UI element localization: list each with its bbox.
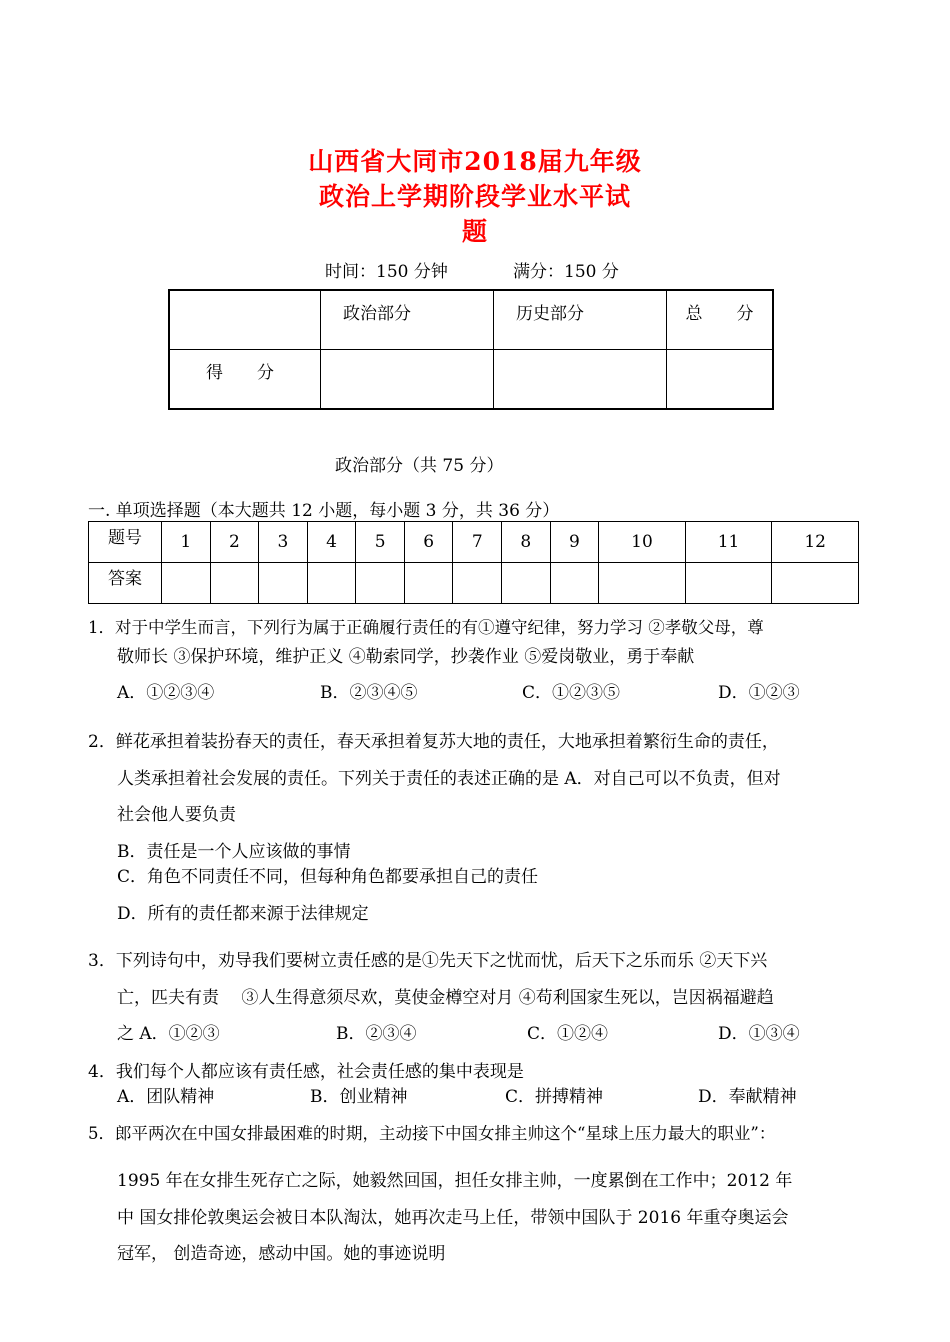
answer-table-answer-row: [89, 563, 859, 604]
answer-cell[interactable]: [772, 563, 859, 604]
answer-cell[interactable]: [502, 563, 551, 604]
answer-cell[interactable]: [259, 563, 308, 604]
q1-stem-line-2: 敬师长 ③保护环境，维护正义 ④勒索同学，抄袭作业 ⑤爱岗敬业，勇于奉献: [117, 647, 695, 667]
q2-option-d: D．所有的责任都来源于法律规定: [117, 904, 369, 924]
score-table-score-row: [169, 350, 773, 410]
question-number: 4: [307, 522, 356, 563]
score-table-header-politics: 政治部分: [321, 290, 494, 350]
q1-stem-line-1: 1．对于中学生而言，下列行为属于正确履行责任的有①遵守纪律，努力学习 ②孝敬父母，尊: [88, 618, 764, 637]
answer-table: [88, 521, 859, 604]
q5-stem-line-3: 中 国女排伦敦奥运会被日本队淘汰，她再次走马上任，带领中国队于 2016 年重夺奥运会: [117, 1208, 789, 1228]
score-table-header-history: 历史部分: [494, 290, 667, 350]
title-line-3: 题: [461, 217, 488, 246]
answer-cell[interactable]: [162, 563, 211, 604]
q1-option-d: D．①②③: [718, 683, 800, 703]
question-number: 2: [210, 522, 259, 563]
q2-option-c: C．角色不同责任不同，但每种角色都要承担自己的责任: [117, 867, 539, 887]
question-number: 12: [772, 522, 859, 563]
q2-stem-line-3: 社会他人要负责: [117, 805, 236, 825]
exam-time: 时间：150 分钟: [325, 262, 448, 282]
answer-cell[interactable]: [685, 563, 772, 604]
question-number: 5: [356, 522, 405, 563]
q4-option-a: A．团队精神: [117, 1087, 215, 1107]
score-table: [168, 289, 774, 410]
question-number: 7: [453, 522, 502, 563]
answer-cell[interactable]: [404, 563, 453, 604]
q3-option-d: D．①③④: [718, 1024, 800, 1044]
answer-table-number-label: 题号: [89, 522, 162, 563]
answer-cell[interactable]: [356, 563, 405, 604]
q3-stem-line-1: 3．下列诗句中，劝导我们要树立责任感的是①先天下之忧而忧，后天下之乐而乐 ②天下兴: [88, 951, 768, 971]
score-table-header-row: [169, 290, 773, 350]
score-cell-politics[interactable]: [321, 350, 494, 410]
question-number: 8: [502, 522, 551, 563]
q2-stem-line-1: 2．鲜花承担着装扮春天的责任，春天承担着复苏大地的责任，大地承担着繁衍生命的责任，: [88, 732, 779, 752]
q5-stem-line-2: 1995 年在女排生死存亡之际，她毅然回国，担任女排主帅，一度累倒在工作中；2012 年: [117, 1171, 793, 1191]
q4-option-b: B．创业精神: [310, 1087, 408, 1107]
title-line-1: 山西省大同市2018届九年级: [308, 147, 642, 176]
part1-heading: 一. 单项选择题（本大题共 12 小题，每小题 3 分，共 36 分）: [88, 501, 560, 521]
q1-option-a: A．①②③④: [117, 683, 215, 703]
q5-stem-line-1: 5．郎平两次在中国女排最困难的时期，主动接下中国女排主帅这个“星球上压力最大的职业”：: [88, 1124, 776, 1143]
q2-stem-line-2: 人类承担着社会发展的责任。下列关于责任的表述正确的是 A．对自己可以不负责，但对: [117, 769, 781, 789]
question-number: 1: [162, 522, 211, 563]
answer-table-number-row: [89, 522, 859, 563]
score-table-header-blank: [169, 290, 321, 350]
question-number: 6: [404, 522, 453, 563]
score-cell-history[interactable]: [494, 350, 667, 410]
answer-table-answer-label: 答案: [89, 563, 162, 604]
question-number: 11: [685, 522, 772, 563]
score-cell-total[interactable]: [667, 350, 774, 410]
q4-stem-line-1: 4．我们每个人都应该有责任感，社会责任感的集中表现是: [88, 1062, 524, 1082]
answer-cell[interactable]: [599, 563, 686, 604]
q4-option-c: C．拼搏精神: [505, 1087, 604, 1107]
q1-option-c: C．①②③⑤: [522, 683, 621, 703]
question-number: 9: [550, 522, 599, 563]
q3-stem-line-3: 之 A．①②③: [117, 1024, 220, 1044]
exam-full-score: 满分：150 分: [513, 262, 619, 282]
answer-cell[interactable]: [453, 563, 502, 604]
q3-stem-line-2: 亡，匹夫有责 ③人生得意须尽欢，莫使金樽空对月 ④苟利国家生死以，岂因祸福避趋: [117, 988, 774, 1008]
q4-option-d: D．奉献精神: [698, 1087, 797, 1107]
q5-stem-line-4: 冠军， 创造奇迹，感动中国。她的事迹说明: [117, 1244, 446, 1264]
section-title: 政治部分（共 75 分）: [335, 456, 504, 476]
answer-cell[interactable]: [210, 563, 259, 604]
q2-option-b: B．责任是一个人应该做的事情: [117, 842, 351, 862]
question-number: 10: [599, 522, 686, 563]
question-number: 3: [259, 522, 308, 563]
score-table-row-label: 得 分: [169, 350, 321, 410]
answer-cell[interactable]: [550, 563, 599, 604]
answer-cell[interactable]: [307, 563, 356, 604]
q1-option-b: B．②③④⑤: [320, 683, 418, 703]
title-line-2: 政治上学期阶段学业水平试: [318, 182, 631, 211]
q3-option-c: C．①②④: [527, 1024, 609, 1044]
q3-option-b: B．②③④: [336, 1024, 417, 1044]
score-table-header-total: 总 分: [667, 290, 774, 350]
